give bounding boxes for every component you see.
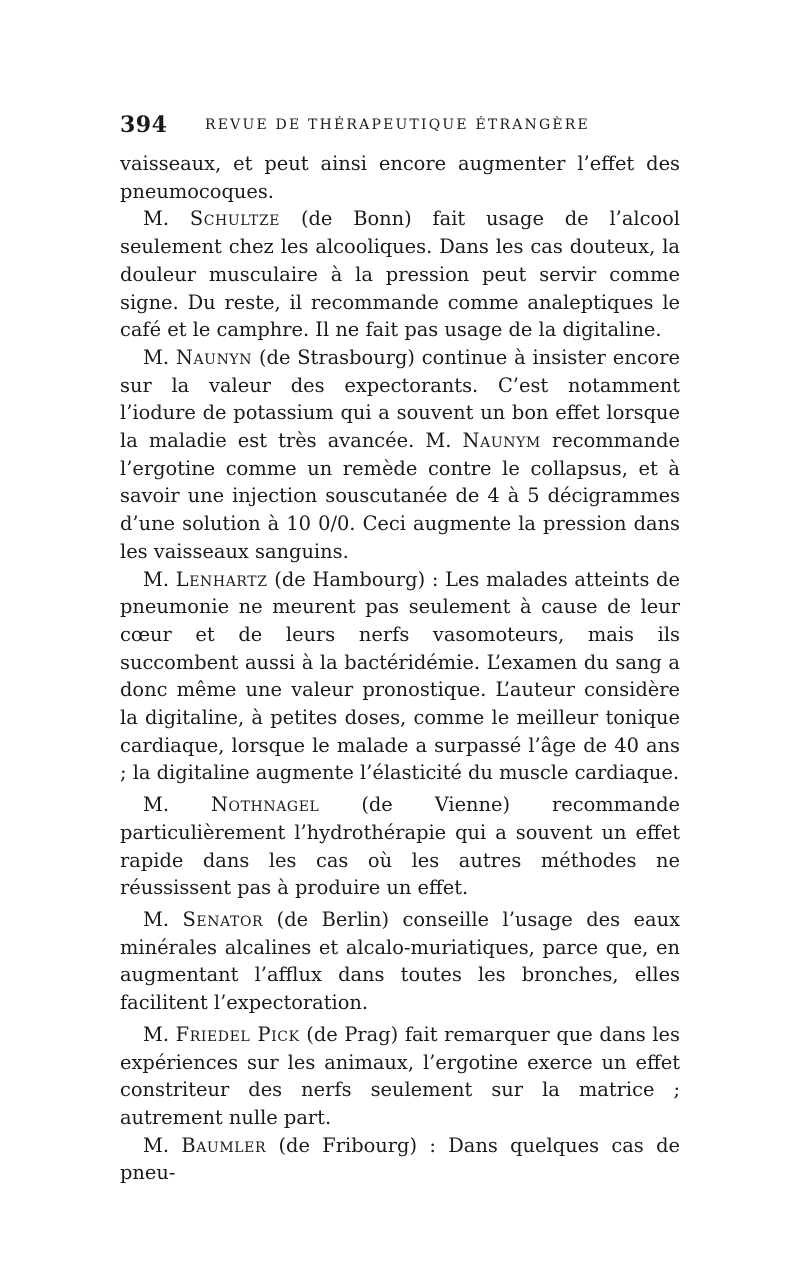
paragraph-text: (de Bonn) fait usage de l’alcool seulement chez les alcooliques. Dans les cas douteux, la douleur musculaire à la pression peut servir comme signe. Du reste, il recommande comme analeptiques le café et le camphre. Il ne fait pas usage de la digitaline. bbox=[120, 207, 680, 342]
paragraph-schultze bbox=[120, 205, 680, 344]
paragraph-friedel-pick bbox=[120, 1021, 680, 1132]
paragraph-continuation bbox=[120, 150, 680, 205]
title-prefix: M. bbox=[143, 1022, 170, 1046]
paragraph-text: (de Hambourg) : Les malades atteints de pneumonie ne meurent pas seulement à cause de leur cœur et de leurs nerfs vasomoteurs, mais ils succombent aussi à la bactéridémie. L’examen du sang a donc même une valeur pronostique. L’auteur considère la digitaline, à petites doses, comme le meilleur tonique cardiaque, lorsque le malade a surpassé l’âge de 40 ans ; la digitaline augmente l’élasticité du muscle cardiaque. bbox=[120, 567, 680, 785]
paragraph-naunyn bbox=[120, 344, 680, 566]
paragraph-text: (de Strasbourg) continue à insister encore sur la valeur des expectorants. C’est notamment l’iodure de potassium qui a souvent un bon effet lorsque la maladie est très avancée. M. bbox=[120, 345, 680, 453]
paragraph-lenhartz bbox=[120, 566, 680, 788]
body-text bbox=[120, 150, 680, 1187]
paragraph-nothnagel bbox=[120, 791, 680, 902]
page-number: 394 bbox=[120, 112, 168, 138]
author-name: Friedel Pick bbox=[175, 1022, 300, 1046]
title-prefix: M. bbox=[143, 1133, 170, 1157]
page-header bbox=[120, 112, 680, 142]
paragraph-text: vaisseaux, et peut ainsi encore augmenter l’effet des pneumocoques. bbox=[120, 152, 680, 203]
author-name: Schultze bbox=[189, 207, 281, 231]
running-title: REVUE DE THÉRAPEUTIQUE ÉTRANGÈRE bbox=[205, 117, 590, 133]
author-name: Nothnagel bbox=[210, 793, 320, 817]
paragraph-text: (de Prag) fait remarquer que dans les expériences sur les animaux, l’ergotine exerce un effet constriteur des nerfs seulement sur la matrice ; autrement nulle part. bbox=[120, 1022, 680, 1129]
author-name: Baumler bbox=[181, 1133, 267, 1157]
paragraph-text: (de Fribourg) : Dans quelques cas de pneu- bbox=[120, 1133, 680, 1185]
title-prefix: M. bbox=[143, 567, 170, 591]
title-prefix: M. bbox=[143, 207, 170, 231]
paragraph-text: (de Berlin) conseille l’usage des eaux minérales alcalines et alcalo-muriatiques, parce que, en augmentant l’afflux dans toutes les bronches, elles facilitent l’expectoration. bbox=[120, 907, 680, 1015]
title-prefix: M. bbox=[143, 907, 170, 931]
title-prefix: M. bbox=[143, 345, 170, 369]
paragraph-text: recommande l’ergotine comme un remède contre le collapsus, et à savoir une injection souscutanée de 4 à 5 décigrammes d’une solution à 10 0/0. Ceci augmente la pression dans les vaisseaux sanguins. bbox=[120, 429, 680, 563]
author-name: Naunym bbox=[462, 429, 541, 453]
author-name: Senator bbox=[182, 907, 264, 931]
paragraph-baumler bbox=[120, 1132, 680, 1187]
paragraph-text: (de Vienne) recommande particulièrement l’hydrothérapie qui a souvent un effet rapide dans les cas où les autres méthodes ne réussissent pas à produire un effet. bbox=[120, 793, 680, 900]
paragraph-senator bbox=[120, 906, 680, 1017]
author-name: Lenhartz bbox=[175, 567, 268, 591]
title-prefix: M. bbox=[143, 793, 170, 817]
author-name: Naunyn bbox=[175, 345, 253, 369]
